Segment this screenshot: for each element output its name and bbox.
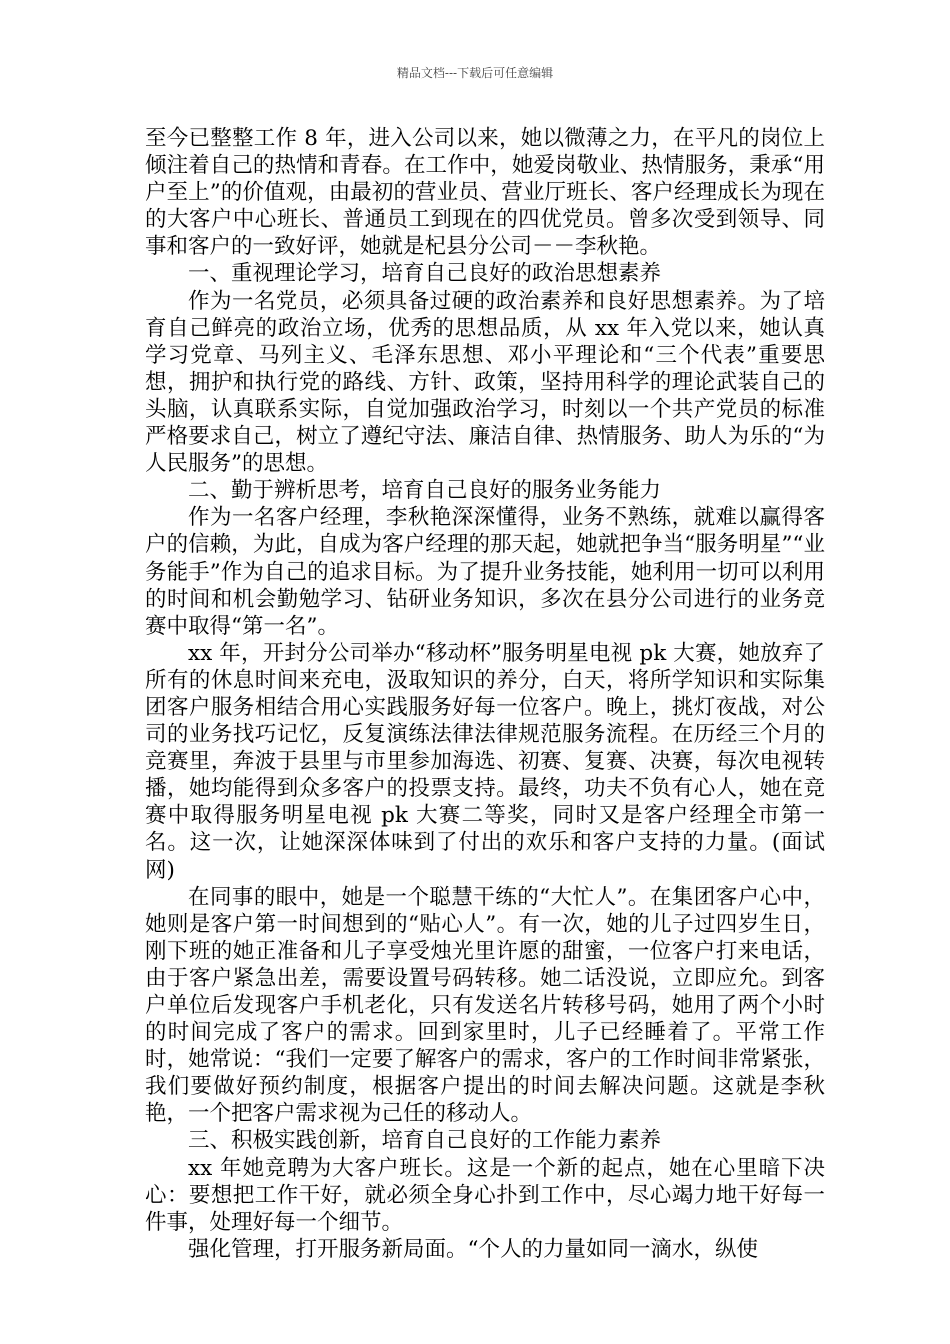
paragraph: 强化管理，打开服务新局面。“个人的力量如同一滴水，纵使: [188, 1236, 758, 1262]
document-body: [145, 125, 825, 1263]
paragraph: 一、重视理论学习，培育自己良好的政治思想素养: [188, 261, 662, 287]
paragraph: xx 年，开封分公司举办“移动杯”服务明星电视 pk 大赛，她放弃了所有的休息时间来充电，汲取知识的养分，白天，将所学知识和实际集团客户服务相结合用心实践服务好每一位客户。晚上，挑灯夜战，对公司的业务找巧记忆，反复演练法律法律规范服务流程。在历经三个月的竞赛里，奔波于县里与市里参加海选、初赛、复赛、决赛，每次电视转播，她均能得到众多客户的投票支持。最终，功夫不负有心人，她在竞赛中取得服务明星电视 pk 大赛二等奖，同时又是客户经理全市第一名。这一次，让她深深体味到了付出的欢乐和客户支持的力量。(面试网): [145, 640, 825, 883]
page-header: 精品文档---下载后可任意编辑: [396, 66, 554, 80]
paragraph: 在同事的眼中，她是一个聪慧干练的“大忙人”。在集团客户心中，她则是客户第一时间想到的“贴心人”。有一次，她的儿子过四岁生日，刚下班的她正准备和儿子享受烛光里许愿的甜蜜，一位客户打来电话，由于客户紧急出差，需要设置号码转移。她二话没说，立即应允。到客户单位后发现客户手机老化，只有发送名片转移号码，她用了两个小时的时间完成了客户的需求。回到家里时，儿子已经睡着了。平常工作时，她常说：“我们一定要了解客户的需求，客户的工作时间非常紧张，我们要做好预约制度，根据客户提出的时间去解决问题。这就是李秋艳，一个把客户需求视为己任的移动人。: [145, 884, 825, 1127]
paragraph: 三、积极实践创新，培育自己良好的工作能力素养: [188, 1128, 662, 1154]
paragraph: 作为一名党员，必须具备过硬的政治素养和良好思想素养。为了培育自己鲜亮的政治立场，优秀的思想品质，从 xx 年入党以来，她认真学习党章、马列主义、毛泽东思想、邓小平理论和“三个代表”重要思想，拥护和执行党的路线、方针、政策，坚持用科学的理论武装自己的头脑，认真联系实际，自觉加强政治学习，时刻以一个共产党员的标准严格要求自己，树立了遵纪守法、廉洁自律、热情服务、助人为乐的“为人民服务”的思想。: [145, 288, 825, 477]
paragraph: 作为一名客户经理，李秋艳深深懂得，业务不熟练，就难以赢得客户的信赖，为此，自成为客户经理的那天起，她就把争当“服务明星”“业务能手”作为自己的追求目标。为了提升业务技能，她利用一切可以利用的时间和机会勤勉学习、钻研业务知识，多次在县分公司进行的业务竞赛中取得“第一名”。: [145, 505, 825, 639]
paragraph: xx 年她竞聘为大客户班长。这是一个新的起点，她在心里暗下决心：要想把工作干好，就必须全身心扑到工作中，尽心竭力地干好每一件事，处理好每一个细节。: [145, 1155, 825, 1235]
paragraph: 二、勤于辨析思考，培育自己良好的服务业务能力: [188, 478, 662, 504]
paragraph: 至今已整整工作 8 年，进入公司以来，她以微薄之力，在平凡的岗位上倾注着自己的热情和青春。在工作中，她爱岗敬业、热情服务，秉承“用户至上”的价值观，由最初的营业员、营业厅班长、客户经理成长为现在的大客户中心班长、普通员工到现在的四优党员。曾多次受到领导、同事和客户的一致好评，她就是杞县分公司－－李秋艳。: [145, 126, 825, 260]
